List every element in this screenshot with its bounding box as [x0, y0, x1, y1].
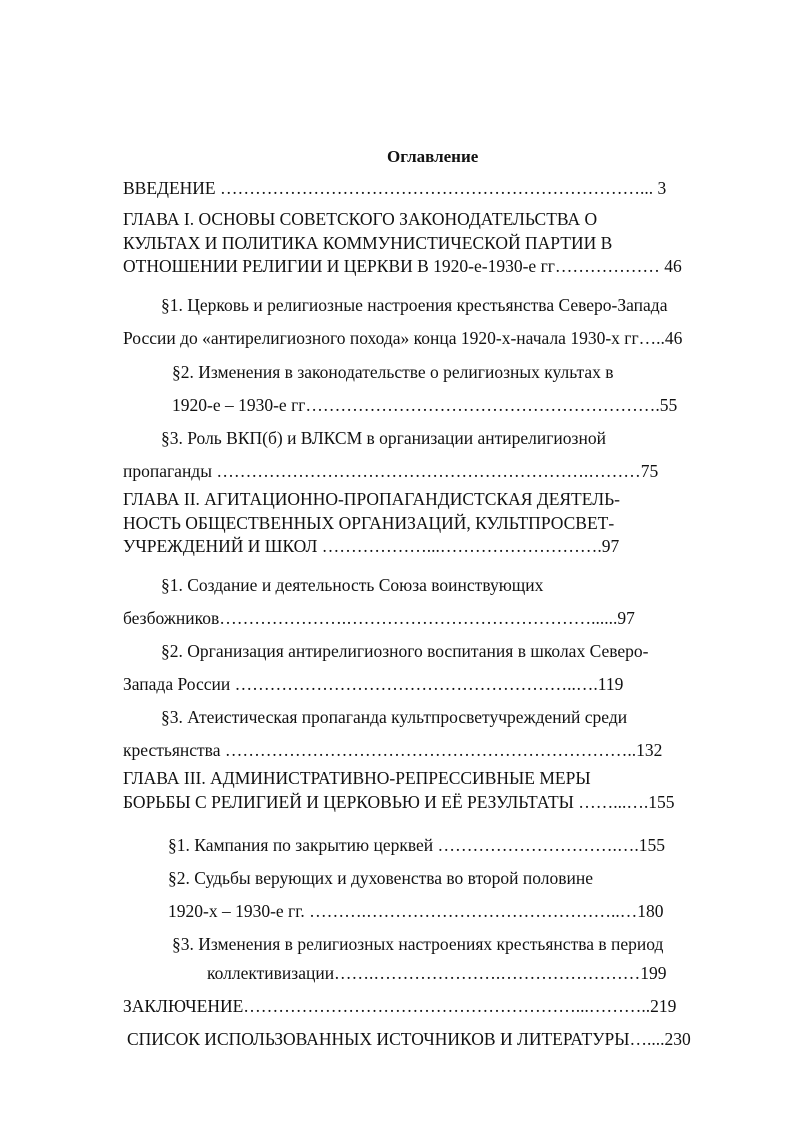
chapter-3-heading: БОРЬБЫ С РЕЛИГИЕЙ И ЦЕРКОВЬЮ И ЕЁ РЕЗУЛЬТАТЫ ……...….155 [123, 792, 675, 812]
chapter-3-section-3: §3. Изменения в религиозных настроениях крестьянства в период [172, 934, 664, 954]
toc-title: Оглавление [387, 147, 479, 166]
chapter-1-section-1: России до «антирелигиозного похода» конца 1920-х-начала 1930-х гг…..46 [123, 328, 683, 348]
chapter-2-section-3: крестьянства ……………………………………………………………..132 [123, 740, 663, 760]
chapter-3-heading: ГЛАВА III. АДМИНИСТРАТИВНО-РЕПРЕССИВНЫЕ МЕРЫ [123, 768, 591, 788]
chapter-3-section-1: §1. Кампания по закрытию церквей ………………………….….155 [168, 835, 666, 855]
chapter-1-heading: ГЛАВА I. ОСНОВЫ СОВЕТСКОГО ЗАКОНОДАТЕЛЬСТВА О [123, 209, 598, 229]
chapter-1-heading: ОТНОШЕНИИ РЕЛИГИИ И ЦЕРКВИ В 1920-е-1930-е гг……………… 46 [123, 256, 682, 276]
chapter-3-section-2: 1920-х – 1930-е гг. ……….……………………………………..…180 [168, 901, 664, 921]
chapter-1-heading: КУЛЬТАХ И ПОЛИТИКА КОММУНИСТИЧЕСКОЙ ПАРТИИ В [123, 233, 613, 253]
chapter-2-section-1: §1. Создание и деятельность Союза воинствующих [161, 575, 544, 595]
chapter-2-section-3: §3. Атеистическая пропаганда культпросветучреждений среди [161, 707, 628, 727]
toc-entry-conclusion: ЗАКЛЮЧЕНИЕ…………………………………………………...………..219 [123, 996, 677, 1016]
chapter-3-section-3: коллективизации…….………………….……………………199 [207, 963, 667, 983]
chapter-3-section-2: §2. Судьбы верующих и духовенства во второй половине [168, 868, 594, 888]
chapter-1-section-1: §1. Церковь и религиозные настроения крестьянства Северо-Запада [161, 295, 668, 315]
chapter-1-section-2: §2. Изменения в законодательстве о религиозных культах в [172, 362, 614, 382]
chapter-2-section-2: Запада России …………………………………………………..….119 [123, 674, 624, 694]
chapter-2-section-1: безбожников………………….……………………………………......97 [123, 608, 635, 628]
chapter-1-section-2: 1920-е – 1930-е гг…………………………………………………….55 [172, 395, 678, 415]
chapter-1-section-3: §3. Роль ВКП(б) и ВЛКСМ в организации антирелигиозной [161, 428, 606, 448]
toc-entry-introduction: ВВЕДЕНИЕ ………………………………………………………………... 3 [123, 178, 667, 198]
chapter-1-section-3: пропаганды ……………………………………………………….………75 [123, 461, 659, 481]
chapter-2-heading: НОСТЬ ОБЩЕСТВЕННЫХ ОРГАНИЗАЦИЙ, КУЛЬТПРОСВЕТ- [123, 513, 615, 533]
chapter-2-heading: ГЛАВА II. АГИТАЦИОННО-ПРОПАГАНДИСТСКАЯ ДЕЯТЕЛЬ- [123, 489, 620, 509]
chapter-2-section-2: §2. Организация антирелигиозного воспитания в школах Северо- [161, 641, 649, 661]
toc-entry-sources: СПИСОК ИСПОЛЬЗОВАННЫХ ИСТОЧНИКОВ И ЛИТЕРАТУРЫ…....230 [127, 1029, 691, 1049]
chapter-2-heading: УЧРЕЖДЕНИЙ И ШКОЛ ………………...……………………….97 [123, 536, 620, 556]
